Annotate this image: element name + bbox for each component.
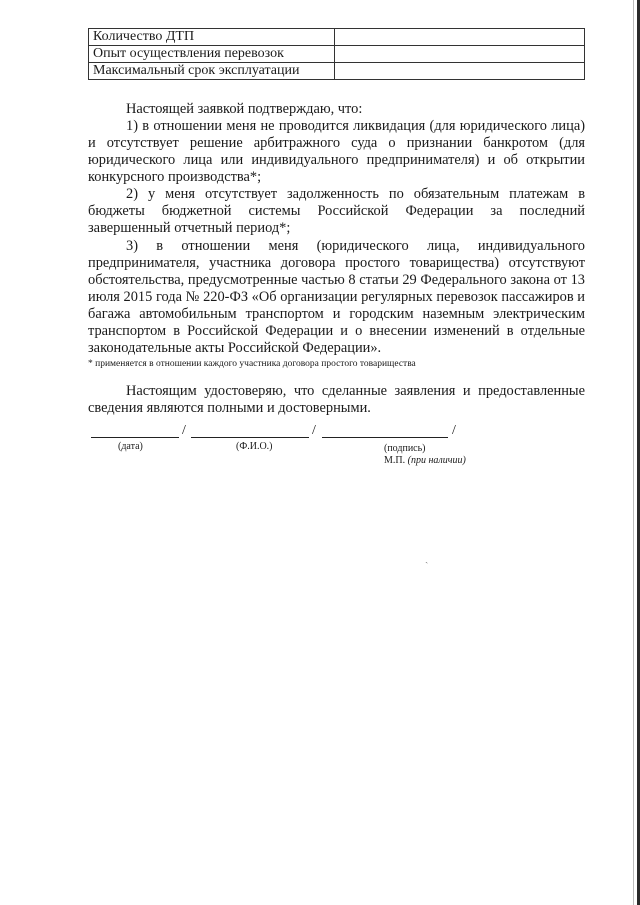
table-row bbox=[89, 46, 585, 63]
row-value bbox=[335, 63, 585, 80]
row-label: Максимальный срок эксплуатации bbox=[89, 63, 335, 80]
name-line bbox=[191, 437, 309, 438]
date-label: (дата) bbox=[118, 441, 143, 452]
stamp-label: М.П. (при наличии) bbox=[384, 455, 466, 466]
name-label: (Ф.И.О.) bbox=[236, 441, 273, 452]
signature-line bbox=[322, 437, 448, 438]
intro-paragraph: Настоящей заявкой подтверждаю, что: bbox=[126, 101, 363, 117]
criteria-table bbox=[88, 28, 585, 80]
footnote: * применяется в отношении каждого участника договора простого товарищества bbox=[88, 359, 416, 369]
scan-speck: ˎ bbox=[425, 553, 429, 564]
signature-separator: / bbox=[312, 423, 316, 438]
statement-item-3: 3) в отношении меня (юридического лица, индивидуального предпринимателя, участника договора простого товарищества) отсутствуют обстоятельства, предусмотренные частью 8 статьи 29 Федерального закона от 13 июля 2015 года № 220-ФЗ «Об организации регулярных перевозок пассажиров и багажа автомобильным транспортом и городским наземным электрическим транспортом в Российской Федерации и о внесении изменений в отдельные законодательные акты Российской Федерации». bbox=[88, 238, 585, 356]
signature-label: (подпись) bbox=[384, 443, 426, 454]
signature-separator: / bbox=[452, 423, 456, 438]
table-row bbox=[89, 29, 585, 46]
table-row bbox=[89, 63, 585, 80]
stamp-note: (при наличии) bbox=[407, 455, 466, 466]
certification-paragraph: Настоящим удостоверяю, что сделанные заявления и предоставленные сведения являются полными и достоверными. bbox=[88, 383, 585, 416]
statement-item-2: 2) у меня отсутствует задолженность по обязательным платежам в бюджеты бюджетной системы Российской Федерации за последний завершенный отчетный период*; bbox=[88, 186, 585, 236]
row-value bbox=[335, 29, 585, 46]
row-value bbox=[335, 46, 585, 63]
statement-item-1: 1) в отношении меня не проводится ликвидация (для юридического лица) и отсутствует решение арбитражного суда о признании банкротом (для юридического лица или индивидуального предпринимателя) и об открытии конкурсного производства*; bbox=[88, 118, 585, 185]
row-label: Опыт осуществления перевозок bbox=[89, 46, 335, 63]
scan-edge-shadow bbox=[633, 0, 634, 905]
row-label: Количество ДТП bbox=[89, 29, 335, 46]
date-line bbox=[91, 437, 179, 438]
signature-separator: / bbox=[182, 423, 186, 438]
